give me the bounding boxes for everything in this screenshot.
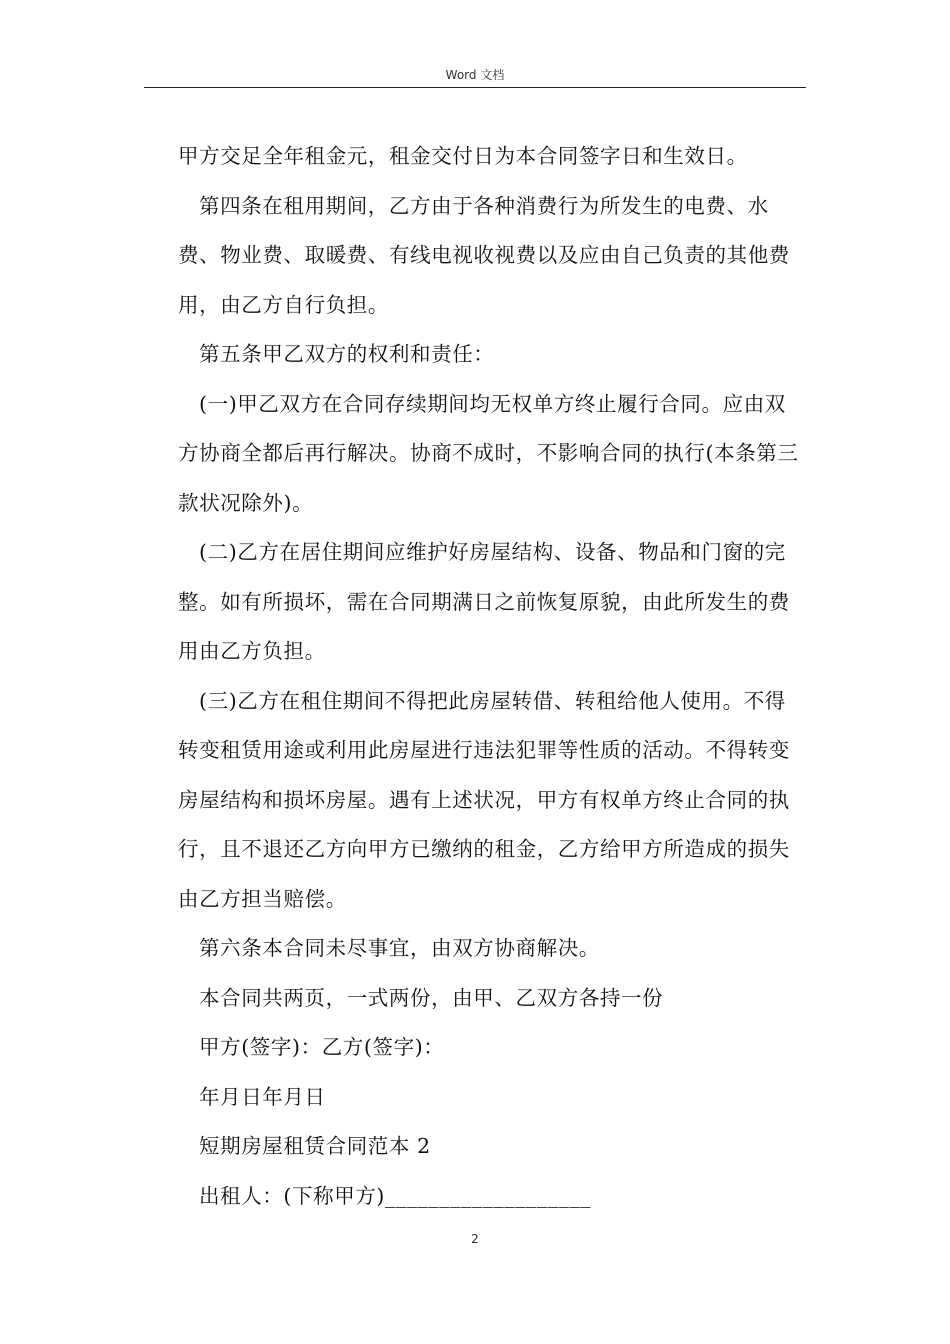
paragraph-rent-payment: 甲方交足全年租金元，租金交付日为本合同签字日和生效日。 [178, 144, 748, 168]
paragraph-clause-3: (三)乙方在租住期间不得把此房屋转借、转租给他人使用。不得转变租赁用途或利用此房屋进行违法犯罪等性质的活动。不得转变房屋结构和损坏房屋。遇有上述状况，甲方有权单方终止合同的执行，且不退还乙方向甲方已缴纳的租金，乙方给甲方所造成的损失由乙方担当赔偿。 [178, 688, 790, 911]
paragraph-clause-2: (二)乙方在居住期间应维护好房屋结构、设备、物品和门窗的完整。如有所损坏，需在合同期满日之前恢复原貌，由此所发生的费用由乙方负担。 [178, 540, 790, 663]
paragraph-signatures: 甲方(签字)：乙方(签字)： [199, 1035, 445, 1059]
header-divider [144, 87, 806, 88]
paragraph-article-6: 第六条本合同未尽事宜，由双方协商解决。 [199, 936, 600, 960]
page-header-title: Word 文档 [445, 68, 505, 82]
paragraph-article-5-heading: 第五条甲乙双方的权利和责任： [199, 342, 495, 366]
paragraph-clause-1: (一)甲乙双方在合同存续期间均无权单方终止履行合同。应由双方协商全都后再行解决。协商不成时，不影响合同的执行(本条第三款状况除外)。 [178, 391, 799, 515]
paragraph-dates: 年月日年月日 [199, 1084, 326, 1109]
document-body [178, 132, 806, 1221]
paragraph-copies: 本合同共两页，一式两份，由甲、乙双方各持一份 [199, 985, 664, 1010]
paragraph-template-title: 短期房屋租赁合同范本 2 [199, 1134, 431, 1158]
page-number: 2 [471, 1232, 479, 1246]
paragraph-article-4: 第四条在租用期间，乙方由于各种消费行为所发生的电费、水费、物业费、取暖费、有线电视收视费以及应由自己负责的其他费用，由乙方自行负担。 [178, 193, 790, 317]
paragraph-lessor-line: 出租人：(下称甲方)___________________ [199, 1183, 592, 1208]
